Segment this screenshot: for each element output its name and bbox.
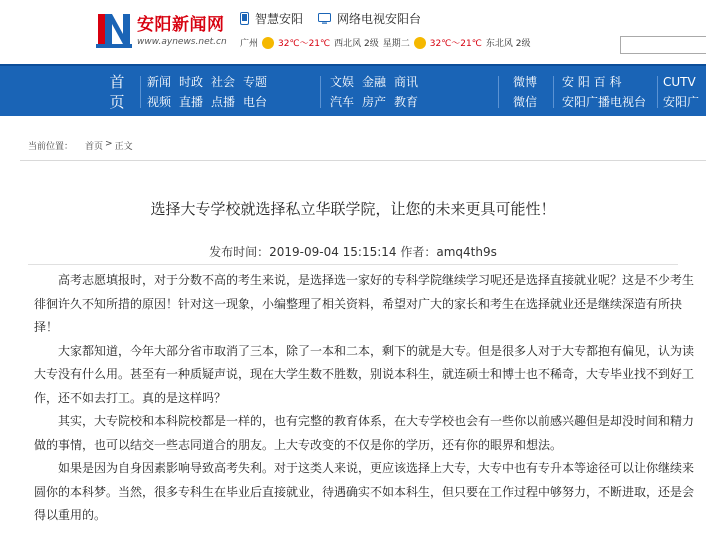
main-nav: [0, 64, 706, 116]
nav-group-anyang: [562, 72, 654, 112]
nav-item-realestate[interactable]: 房产: [362, 95, 387, 109]
nav-item-broadcast[interactable]: 安阳广播电视台: [562, 95, 647, 109]
weather-wind-today: 西北风 2级: [334, 39, 379, 49]
breadcrumb: [28, 139, 135, 152]
nav-item-video[interactable]: 视频: [147, 95, 172, 109]
nav-item-topics[interactable]: 专题: [243, 75, 268, 89]
nav-item-radio[interactable]: 电台: [243, 95, 268, 109]
weather-wind-next: 东北风 2级: [485, 39, 531, 49]
article-meta: 发布时间：2019-09-04 15:15:14 作者：amq4th9s: [209, 245, 497, 259]
nav-item-live[interactable]: 直播: [179, 95, 204, 109]
nav-item-cutv[interactable]: CUTV: [663, 75, 696, 89]
nav-item-politics[interactable]: 时政: [179, 75, 204, 89]
site-header: [0, 0, 706, 64]
breadcrumb-current: 正文: [114, 142, 133, 152]
tv-anyang-link[interactable]: [318, 10, 421, 27]
nav-group-social: [513, 72, 545, 112]
weather-day: 星期二: [382, 39, 410, 49]
nav-item-encyclopedia[interactable]: 安 阳 百 科: [562, 75, 622, 89]
mobile-icon: [240, 12, 249, 25]
article-paragraph: 高考志愿填报时，对于分数不高的考生来说，是选择选一家好的专科学院继续学习呢还是选择直接就业呢？这是不少考生徘徊许久不知所措的原因！针对这一现象，小编整理了相关资料，希望对广大的家长和考生在选择就业还是继续深造有所抉择！: [34, 273, 695, 334]
breadcrumb-home-link[interactable]: 首页: [85, 142, 104, 152]
nav-item-weibo[interactable]: 微博: [513, 75, 538, 89]
nav-item-entertainment[interactable]: 文娱: [330, 75, 355, 89]
article-meta-divider: [28, 264, 678, 265]
tv-icon: [318, 13, 331, 24]
site-logo-title[interactable]: 安阳新闻网: [137, 15, 225, 35]
weather-bar: [240, 36, 534, 49]
nav-divider: [657, 76, 658, 108]
article-paragraph: 大家都知道，今年大部分省市取消了三本，除了一本和二本，剩下的就是大专。但是很多人对于大专都抱有偏见，认为读大专没有什么用。甚至有一种质疑声说，现在大学生数不胜数，别说本科生，就连硕士和博士也不稀奇，大专毕业找不到好工作，还不如去打工。真的是这样吗？: [34, 343, 695, 405]
sunny-icon: [414, 37, 426, 49]
nav-item-wechat[interactable]: 微信: [513, 95, 538, 109]
smart-anyang-link[interactable]: [240, 10, 303, 27]
breadcrumb-divider: [20, 160, 706, 161]
nav-item-auto[interactable]: 汽车: [330, 95, 355, 109]
nav-divider: [140, 76, 141, 108]
article-paragraph: 如果是因为自身因素影响导致高考失利。对于这类人来说，更应该选择上大专，大专中也有专升本等途径可以让你继续来圆你的本科梦。当然，很多专科生在毕业后直接就业，待遇确实不如本科生，但只要在工作过程中够努力，不断进取，还是会得以重用的。: [34, 461, 695, 522]
nav-group-news: [147, 72, 275, 112]
nav-divider: [320, 76, 321, 108]
nav-item-radio-short[interactable]: 安阳广: [663, 95, 700, 109]
nav-group-life: [330, 72, 426, 112]
sunny-icon: [262, 37, 274, 49]
nav-group-cutv: [663, 72, 706, 112]
nav-home[interactable]: 首页: [109, 73, 125, 111]
nav-divider: [498, 76, 499, 108]
nav-divider: [553, 76, 554, 108]
search-input[interactable]: [620, 36, 706, 54]
article-body: [34, 269, 702, 528]
breadcrumb-separator: >: [105, 139, 113, 149]
nav-item-news[interactable]: 新闻: [147, 75, 172, 89]
weather-temp-next: 32℃～21℃: [429, 39, 482, 49]
breadcrumb-label: 当前位置：: [28, 142, 74, 152]
article-paragraph: 其实，大专院校和本科院校都是一样的，也有完整的教育体系，在大专学校也会有一些你以前感兴趣但是却没时间和精力做的事情，也可以结交一些志同道合的朋友。上大专改变的不仅是你的学历，还有你的眼界和想法。: [34, 414, 695, 452]
article-title: 选择大专学校就选择私立华联学院，让您的未来更具可能性！: [150, 200, 556, 218]
site-logo-icon[interactable]: [96, 10, 132, 48]
weather-city: 广州: [240, 39, 259, 49]
weather-temp-today: 32℃～21℃: [278, 39, 331, 49]
nav-item-finance[interactable]: 金融: [362, 75, 387, 89]
site-logo-url: www.aynews.net.cn: [137, 37, 227, 47]
nav-item-society[interactable]: 社会: [211, 75, 236, 89]
nav-item-education[interactable]: 教育: [394, 95, 419, 109]
nav-item-business[interactable]: 商讯: [394, 75, 419, 89]
smart-anyang-label: 智慧安阳: [255, 12, 304, 26]
nav-item-vod[interactable]: 点播: [211, 95, 236, 109]
tv-anyang-label: 网络电视安阳台: [337, 12, 422, 26]
